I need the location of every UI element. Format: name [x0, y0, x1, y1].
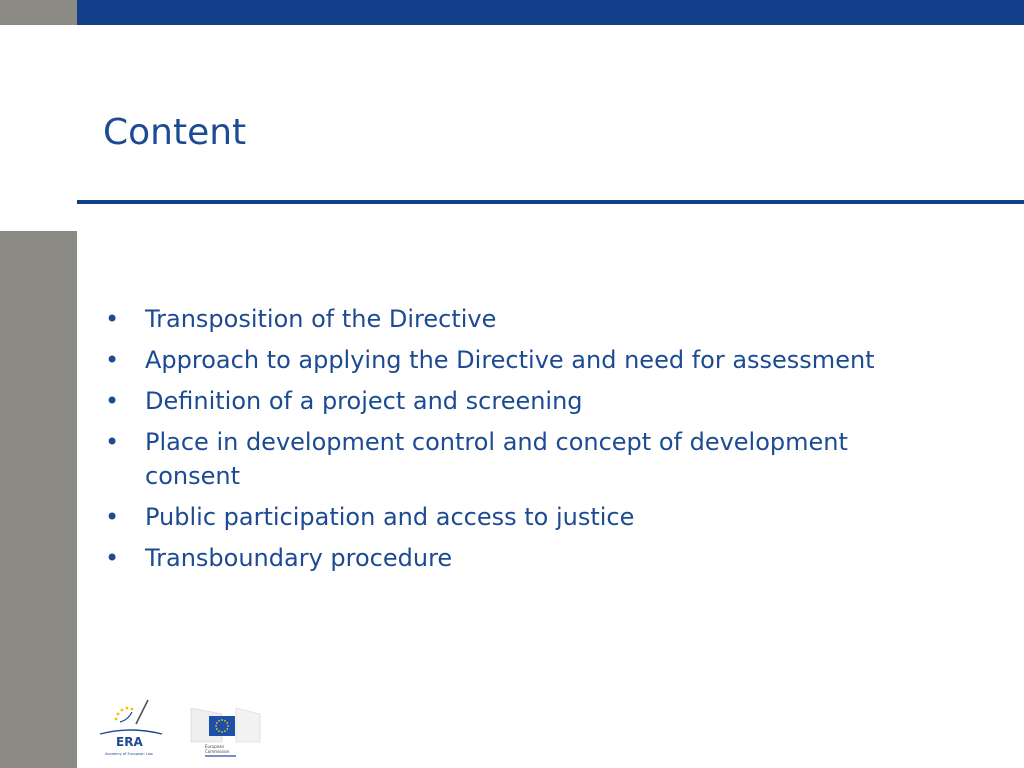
header-blue-bar: [77, 0, 1024, 25]
slide-title: Content: [103, 112, 247, 153]
footer-logos: [96, 698, 276, 760]
bullet-item: [103, 343, 943, 377]
bullet-dot: •: [105, 387, 120, 415]
era-logo-tagline: Academy of European Law: [105, 752, 153, 756]
era-logo-star: [126, 707, 129, 710]
era-logo-swoosh: [100, 730, 162, 734]
era-logo-stroke: [136, 700, 148, 724]
bullet-item: [103, 541, 943, 575]
eu-flag-icon: [209, 716, 235, 736]
side-gray-bar: [0, 231, 77, 768]
bullet-text: Definition of a project and screening: [145, 387, 583, 415]
bullet-dot: •: [105, 346, 120, 374]
bullet-list: [103, 302, 943, 582]
header-gray-block: [0, 0, 77, 25]
bullet-dot: •: [105, 305, 120, 333]
era-logo-star: [121, 709, 124, 712]
bullet-item: [103, 500, 943, 534]
bullet-text: Transposition of the Directive: [145, 305, 497, 333]
title-divider: [77, 200, 1024, 204]
bullet-item: [103, 302, 943, 336]
bullet-item: [103, 425, 943, 493]
bullet-text: Place in development control and concept of development consent: [145, 428, 848, 490]
bullet-text: Approach to applying the Directive and need for assessment: [145, 346, 875, 374]
ec-name-line2: Commission: [205, 749, 230, 754]
bullet-item: [103, 384, 943, 418]
bullet-dot: •: [105, 503, 120, 531]
era-logo: [100, 700, 162, 756]
ec-building-shape: [236, 708, 260, 742]
bullet-dot: •: [105, 428, 120, 456]
bullet-text: Public participation and access to justice: [145, 503, 635, 531]
era-logo-arc: [120, 712, 132, 722]
european-commission-logo: [191, 708, 260, 756]
era-logo-star: [131, 708, 134, 711]
bullet-dot: •: [105, 544, 120, 572]
ec-name-line1: European: [205, 744, 225, 749]
era-logo-star: [115, 718, 118, 721]
era-logo-wordmark: ERA: [116, 735, 143, 749]
bullet-text: Transboundary procedure: [145, 544, 453, 572]
era-logo-star: [117, 713, 120, 716]
